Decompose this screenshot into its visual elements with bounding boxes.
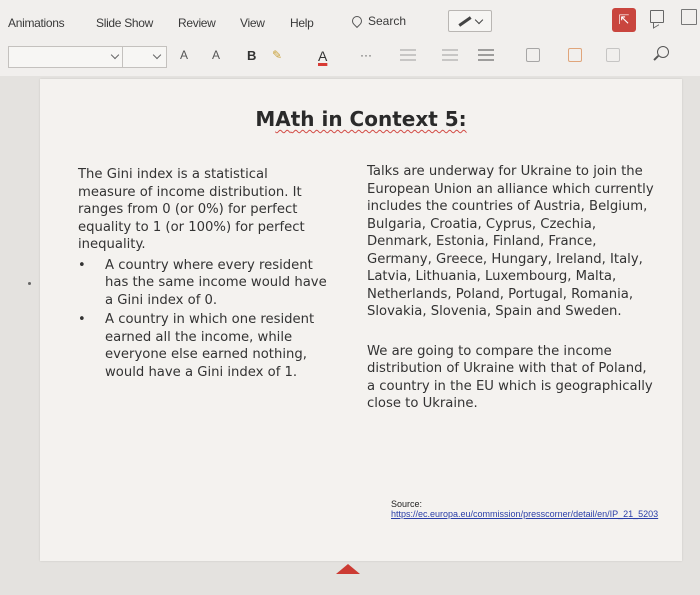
bold-button[interactable]: B bbox=[247, 48, 257, 63]
tab-help[interactable]: Help bbox=[290, 16, 314, 30]
slide-canvas[interactable] bbox=[40, 79, 682, 561]
share-icon: ⇱ bbox=[618, 12, 630, 27]
font-size-dropdown[interactable] bbox=[122, 46, 167, 68]
right-text-box[interactable] bbox=[367, 163, 657, 413]
pen-icon bbox=[458, 16, 471, 26]
eu-paragraph: Talks are underway for Ukraine to join the European Union an alliance which currently includes the countries of Austria, Belgium, Bulgaria, Croatia, Cyprus, Czechia, Denmark, Estonia, Finland, France, Germany, Greece, Hungary, Ireland, Italy, Latvia, Lithuania, Luxembourg, Malta, Netherlands, Poland, Portugal, Romania, Slovakia, Slovenia, Spain and Sweden. bbox=[367, 164, 654, 319]
search-label: Search bbox=[368, 14, 407, 28]
source-citation bbox=[391, 499, 659, 519]
source-label: Source: bbox=[391, 499, 423, 509]
title-boxed-letter: A bbox=[275, 107, 291, 131]
chevron-down-icon bbox=[111, 51, 119, 59]
editing-mode-button[interactable] bbox=[448, 10, 492, 32]
tab-animations[interactable]: Animations bbox=[8, 16, 65, 30]
present-icon[interactable] bbox=[681, 9, 697, 25]
left-text-box[interactable] bbox=[78, 166, 328, 383]
more-options-button[interactable]: ··· bbox=[360, 48, 372, 62]
source-link[interactable]: https://ec.europa.eu/commission/presscorner/detail/en/IP_21_5203 bbox=[391, 509, 659, 519]
tab-review[interactable]: Review bbox=[178, 16, 216, 30]
list-item: • A country where every resident has the same income would have a Gini index of 0. bbox=[78, 257, 328, 310]
chevron-down-icon bbox=[153, 51, 161, 59]
grow-font-button[interactable]: A bbox=[180, 48, 189, 62]
compare-paragraph: We are going to compare the income distribution of Ukraine with that of Poland, a country in the EU which is geographically close to Ukraine. bbox=[367, 343, 653, 411]
shape-fill-icon[interactable] bbox=[526, 48, 540, 62]
highlight-icon[interactable]: ✎ bbox=[272, 48, 283, 62]
title-rest: th in Context 5: bbox=[290, 107, 467, 131]
comment-icon[interactable] bbox=[650, 10, 664, 23]
bullet-list-icon[interactable] bbox=[400, 49, 416, 62]
title-prefix: M bbox=[255, 107, 276, 131]
lightbulb-icon bbox=[350, 14, 364, 28]
search-box[interactable] bbox=[352, 14, 406, 28]
list-item: • A country in which one resident earned all the income, while everyone else earned nothing, would have a Gini index of 1. bbox=[78, 311, 328, 381]
slide-title[interactable] bbox=[40, 107, 682, 131]
navigation-triangle-icon[interactable] bbox=[336, 564, 360, 574]
tab-view[interactable]: View bbox=[240, 16, 265, 30]
draw-icon[interactable] bbox=[568, 48, 582, 62]
find-icon[interactable] bbox=[657, 46, 669, 58]
gini-bullets bbox=[78, 257, 328, 382]
thumbnail-marker bbox=[28, 282, 31, 285]
font-name-dropdown[interactable] bbox=[8, 46, 123, 68]
align-icon[interactable] bbox=[478, 49, 494, 62]
numbered-list-icon[interactable] bbox=[442, 49, 458, 62]
ribbon-tab-bar bbox=[0, 0, 700, 46]
share-button[interactable] bbox=[612, 8, 636, 32]
font-color-button[interactable]: A bbox=[318, 48, 328, 64]
eraser-icon[interactable] bbox=[606, 48, 620, 62]
tab-slide-show[interactable]: Slide Show bbox=[96, 16, 154, 30]
chevron-down-icon bbox=[475, 15, 483, 23]
gini-intro: The Gini index is a statistical measure of income distribution. It ranges from 0 (or 0%) for perfect equality to 1 (or 100%) for perfect inequality. bbox=[78, 167, 305, 252]
shrink-font-button[interactable]: A bbox=[212, 48, 221, 62]
format-toolbar bbox=[0, 46, 700, 76]
